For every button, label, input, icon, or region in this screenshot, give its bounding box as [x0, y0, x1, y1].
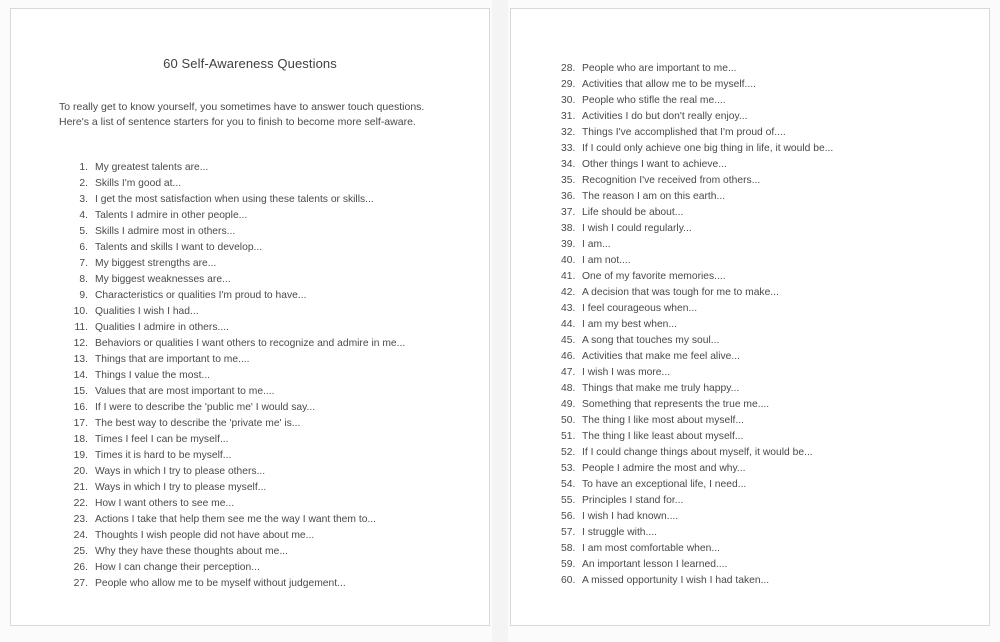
- list-item-number: 40.: [561, 255, 576, 266]
- list-item-text: Times it is hard to be myself...: [95, 450, 232, 462]
- list-item-text: People who stifle the real me....: [582, 95, 726, 106]
- list-item: [561, 61, 943, 77]
- list-item-text: Skills I'm good at...: [95, 178, 182, 190]
- list-item-number: 37.: [561, 207, 576, 218]
- list-item-text: I am...: [582, 239, 611, 250]
- list-item-number: 15.: [73, 386, 88, 398]
- list-item: [561, 493, 943, 509]
- list-item: [68, 320, 443, 336]
- list-item-number: 7.: [79, 258, 88, 270]
- list-item: [68, 384, 443, 400]
- page-2-content: [511, 9, 989, 589]
- list-item-number: 26.: [73, 562, 88, 574]
- list-item-text: How I can change their perception...: [95, 562, 260, 574]
- list-item: [68, 176, 443, 192]
- list-item-number: 24.: [73, 530, 88, 542]
- list-item-number: 30.: [561, 95, 576, 106]
- list-item-text: I wish I had known....: [582, 511, 679, 522]
- list-item: [561, 237, 943, 253]
- list-item-number: 42.: [561, 287, 576, 298]
- list-item-text: I am my best when...: [582, 319, 677, 330]
- list-item-text: I am most comfortable when...: [582, 543, 720, 554]
- list-item-text: I am not....: [582, 255, 631, 266]
- list-item-text: Principles I stand for...: [582, 495, 684, 506]
- list-item-number: 11.: [74, 322, 88, 334]
- list-item: [68, 416, 443, 432]
- list-item-text: I get the most satisfaction when using these talents or skills...: [95, 194, 374, 206]
- list-item-text: My biggest strengths are...: [95, 258, 217, 270]
- document-page-2: [510, 8, 990, 626]
- list-item-number: 46.: [561, 351, 576, 362]
- question-list-page-2: [557, 9, 943, 589]
- list-item-text: Actions I take that help them see me the way I want them to...: [95, 514, 377, 526]
- list-item-number: 8.: [79, 274, 88, 286]
- list-item: [561, 109, 943, 125]
- list-item-text: Activities I do but don't really enjoy...: [582, 111, 748, 122]
- list-item-text: Life should be about...: [582, 207, 684, 218]
- list-item-number: 52.: [561, 447, 576, 458]
- list-item: [561, 509, 943, 525]
- list-item: [68, 240, 443, 256]
- list-item: [68, 336, 443, 352]
- list-item-number: 55.: [561, 495, 576, 506]
- list-item: [561, 253, 943, 269]
- list-item-number: 34.: [561, 159, 576, 170]
- list-item-number: 45.: [561, 335, 576, 346]
- list-item: [561, 93, 943, 109]
- list-item-number: 2.: [79, 178, 88, 190]
- list-item-text: Skills I admire most in others...: [95, 226, 236, 238]
- list-item-text: A decision that was tough for me to make...: [582, 287, 779, 298]
- list-item-number: 21.: [73, 482, 88, 494]
- list-item-number: 22.: [73, 498, 88, 510]
- list-item: [68, 368, 443, 384]
- list-item-text: Activities that make me feel alive...: [582, 351, 740, 362]
- list-item: [68, 544, 443, 560]
- list-item-text: Things that are important to me....: [95, 354, 250, 366]
- list-item-number: 3.: [79, 194, 88, 206]
- list-item: [68, 352, 443, 368]
- list-item-text: I wish I was more...: [582, 367, 671, 378]
- list-item-number: 38.: [561, 223, 576, 234]
- list-item-text: Things I value the most...: [95, 370, 211, 382]
- list-item: [561, 349, 943, 365]
- list-item-text: The thing I like most about myself...: [582, 415, 744, 426]
- list-item-text: Behaviors or qualities I want others to recognize and admire in me...: [95, 338, 406, 350]
- list-item-number: 39.: [561, 239, 576, 250]
- list-item-text: People who allow me to be myself without judgement...: [95, 578, 346, 590]
- list-item: [68, 528, 443, 544]
- list-item-number: 59.: [561, 559, 576, 570]
- list-item-number: 48.: [561, 383, 576, 394]
- list-item: [68, 208, 443, 224]
- question-list-page-1: [57, 130, 443, 592]
- list-item-text: People I admire the most and why...: [582, 463, 746, 474]
- list-item-text: Ways in which I try to please myself...: [95, 482, 267, 494]
- list-item-number: 20.: [73, 466, 88, 478]
- list-item-text: If I could change things about myself, it would be...: [582, 447, 813, 458]
- list-item-number: 12.: [73, 338, 88, 350]
- list-item-number: 27.: [73, 578, 88, 590]
- list-item-text: One of my favorite memories....: [582, 271, 726, 282]
- list-item: [561, 173, 943, 189]
- list-item-number: 14.: [73, 370, 88, 382]
- list-item: [561, 413, 943, 429]
- list-item-text: Values that are most important to me....: [95, 386, 275, 398]
- list-item-text: Times I feel I can be myself...: [95, 434, 229, 446]
- list-item-text: Things that make me truly happy...: [582, 383, 740, 394]
- list-item-text: A missed opportunity I wish I had taken...: [582, 575, 770, 586]
- list-item: [68, 400, 443, 416]
- list-item-number: 9.: [79, 290, 88, 302]
- list-item: [561, 381, 943, 397]
- list-item-text: Other things I want to achieve...: [582, 159, 727, 170]
- list-item-number: 29.: [561, 79, 576, 90]
- intro-paragraph: To really get to know yourself, you sometimes have to answer touch questions. Here's a list of sentence starters for you to finish to become more self-aware.: [59, 101, 425, 129]
- list-item: [68, 560, 443, 576]
- list-item-text: Qualities I admire in others....: [95, 322, 229, 334]
- list-item: [68, 496, 443, 512]
- list-item-number: 41.: [561, 271, 576, 282]
- list-item: [68, 512, 443, 528]
- list-item-text: To have an exceptional life, I need...: [582, 479, 747, 490]
- list-item-number: 51.: [561, 431, 576, 442]
- list-item-number: 16.: [73, 402, 88, 414]
- list-item-text: Ways in which I try to please others...: [95, 466, 266, 478]
- list-item-number: 33.: [561, 143, 576, 154]
- list-item: [68, 224, 443, 240]
- list-item-text: Things I've accomplished that I'm proud of....: [582, 127, 786, 138]
- list-item: [561, 461, 943, 477]
- list-item-number: 28.: [561, 63, 576, 74]
- list-item: [561, 397, 943, 413]
- list-item-number: 13.: [73, 354, 88, 366]
- list-item: [561, 157, 943, 173]
- list-item-text: An important lesson I learned....: [582, 559, 728, 570]
- list-item: [561, 269, 943, 285]
- list-item: [68, 160, 443, 176]
- list-item-text: The reason I am on this earth...: [582, 191, 726, 202]
- list-item-number: 56.: [561, 511, 576, 522]
- list-item-text: My greatest talents are...: [95, 162, 209, 174]
- list-item-text: Recognition I've received from others...: [582, 175, 761, 186]
- list-item: [561, 557, 943, 573]
- list-item-text: I struggle with....: [582, 527, 657, 538]
- list-item: [561, 541, 943, 557]
- list-item-number: 54.: [561, 479, 576, 490]
- list-item-text: My biggest weaknesses are...: [95, 274, 231, 286]
- list-item: [68, 272, 443, 288]
- list-item-number: 60.: [561, 575, 576, 586]
- list-item: [561, 477, 943, 493]
- list-item: [68, 464, 443, 480]
- list-item-number: 57.: [561, 527, 576, 538]
- list-item: [68, 256, 443, 272]
- list-item-text: A song that touches my soul...: [582, 335, 720, 346]
- list-item: [561, 205, 943, 221]
- list-item-number: 58.: [561, 543, 576, 554]
- list-item-text: How I want others to see me...: [95, 498, 235, 510]
- list-item-number: 25.: [73, 546, 88, 558]
- list-item: [561, 365, 943, 381]
- list-item: [561, 125, 943, 141]
- list-item: [561, 573, 943, 589]
- list-item-text: Something that represents the true me....: [582, 399, 770, 410]
- list-item-number: 49.: [561, 399, 576, 410]
- list-item: [561, 301, 943, 317]
- list-item-text: Talents and skills I want to develop...: [95, 242, 263, 254]
- list-item-number: 44.: [561, 319, 576, 330]
- list-item-number: 31.: [561, 111, 576, 122]
- list-item-number: 17.: [73, 418, 88, 430]
- list-item-number: 23.: [73, 514, 88, 526]
- list-item-number: 32.: [561, 127, 576, 138]
- list-item: [68, 304, 443, 320]
- list-item-number: 47.: [561, 367, 576, 378]
- list-item: [561, 221, 943, 237]
- list-item: [68, 448, 443, 464]
- list-item: [561, 525, 943, 541]
- list-item-text: If I could only achieve one big thing in life, it would be...: [582, 143, 834, 154]
- list-item-text: People who are important to me...: [582, 63, 737, 74]
- list-item-number: 6.: [79, 242, 88, 254]
- list-item-number: 10.: [73, 306, 88, 318]
- list-item: [68, 288, 443, 304]
- list-item-number: 50.: [561, 415, 576, 426]
- list-item-number: 53.: [561, 463, 576, 474]
- list-item: [68, 192, 443, 208]
- list-item: [561, 445, 943, 461]
- list-item: [561, 285, 943, 301]
- page-1-content: [11, 9, 489, 592]
- list-item: [561, 333, 943, 349]
- list-item-number: 19.: [73, 450, 88, 462]
- list-item: [68, 480, 443, 496]
- list-item-number: 4.: [79, 210, 88, 222]
- list-item-number: 43.: [561, 303, 576, 314]
- list-item: [561, 77, 943, 93]
- list-item-number: 35.: [561, 175, 576, 186]
- list-item-text: The best way to describe the 'private me' is...: [95, 418, 301, 430]
- page-gutter: [492, 0, 508, 642]
- document-page-1: [10, 8, 490, 626]
- list-item: [561, 189, 943, 205]
- list-item-text: I feel courageous when...: [582, 303, 698, 314]
- list-item-text: Activities that allow me to be myself....: [582, 79, 756, 90]
- list-item-number: 1.: [79, 162, 88, 174]
- list-item: [561, 141, 943, 157]
- list-item-text: The thing I like least about myself...: [582, 431, 744, 442]
- list-item: [561, 317, 943, 333]
- list-item-text: Characteristics or qualities I'm proud to have...: [95, 290, 307, 302]
- list-item-text: If I were to describe the 'public me' I would say...: [95, 402, 316, 414]
- list-item-number: 18.: [73, 434, 88, 446]
- list-item-text: Why they have these thoughts about me...: [95, 546, 288, 558]
- list-item-text: Qualities I wish I had...: [95, 306, 199, 318]
- list-item-text: Talents I admire in other people...: [95, 210, 248, 222]
- list-item-number: 36.: [561, 191, 576, 202]
- list-item: [561, 429, 943, 445]
- list-item: [68, 576, 443, 592]
- list-item-text: Thoughts I wish people did not have about me...: [95, 530, 315, 542]
- list-item-text: I wish I could regularly...: [582, 223, 692, 234]
- list-item-number: 5.: [79, 226, 88, 238]
- list-item: [68, 432, 443, 448]
- page-title: 60 Self-Awareness Questions: [163, 56, 337, 71]
